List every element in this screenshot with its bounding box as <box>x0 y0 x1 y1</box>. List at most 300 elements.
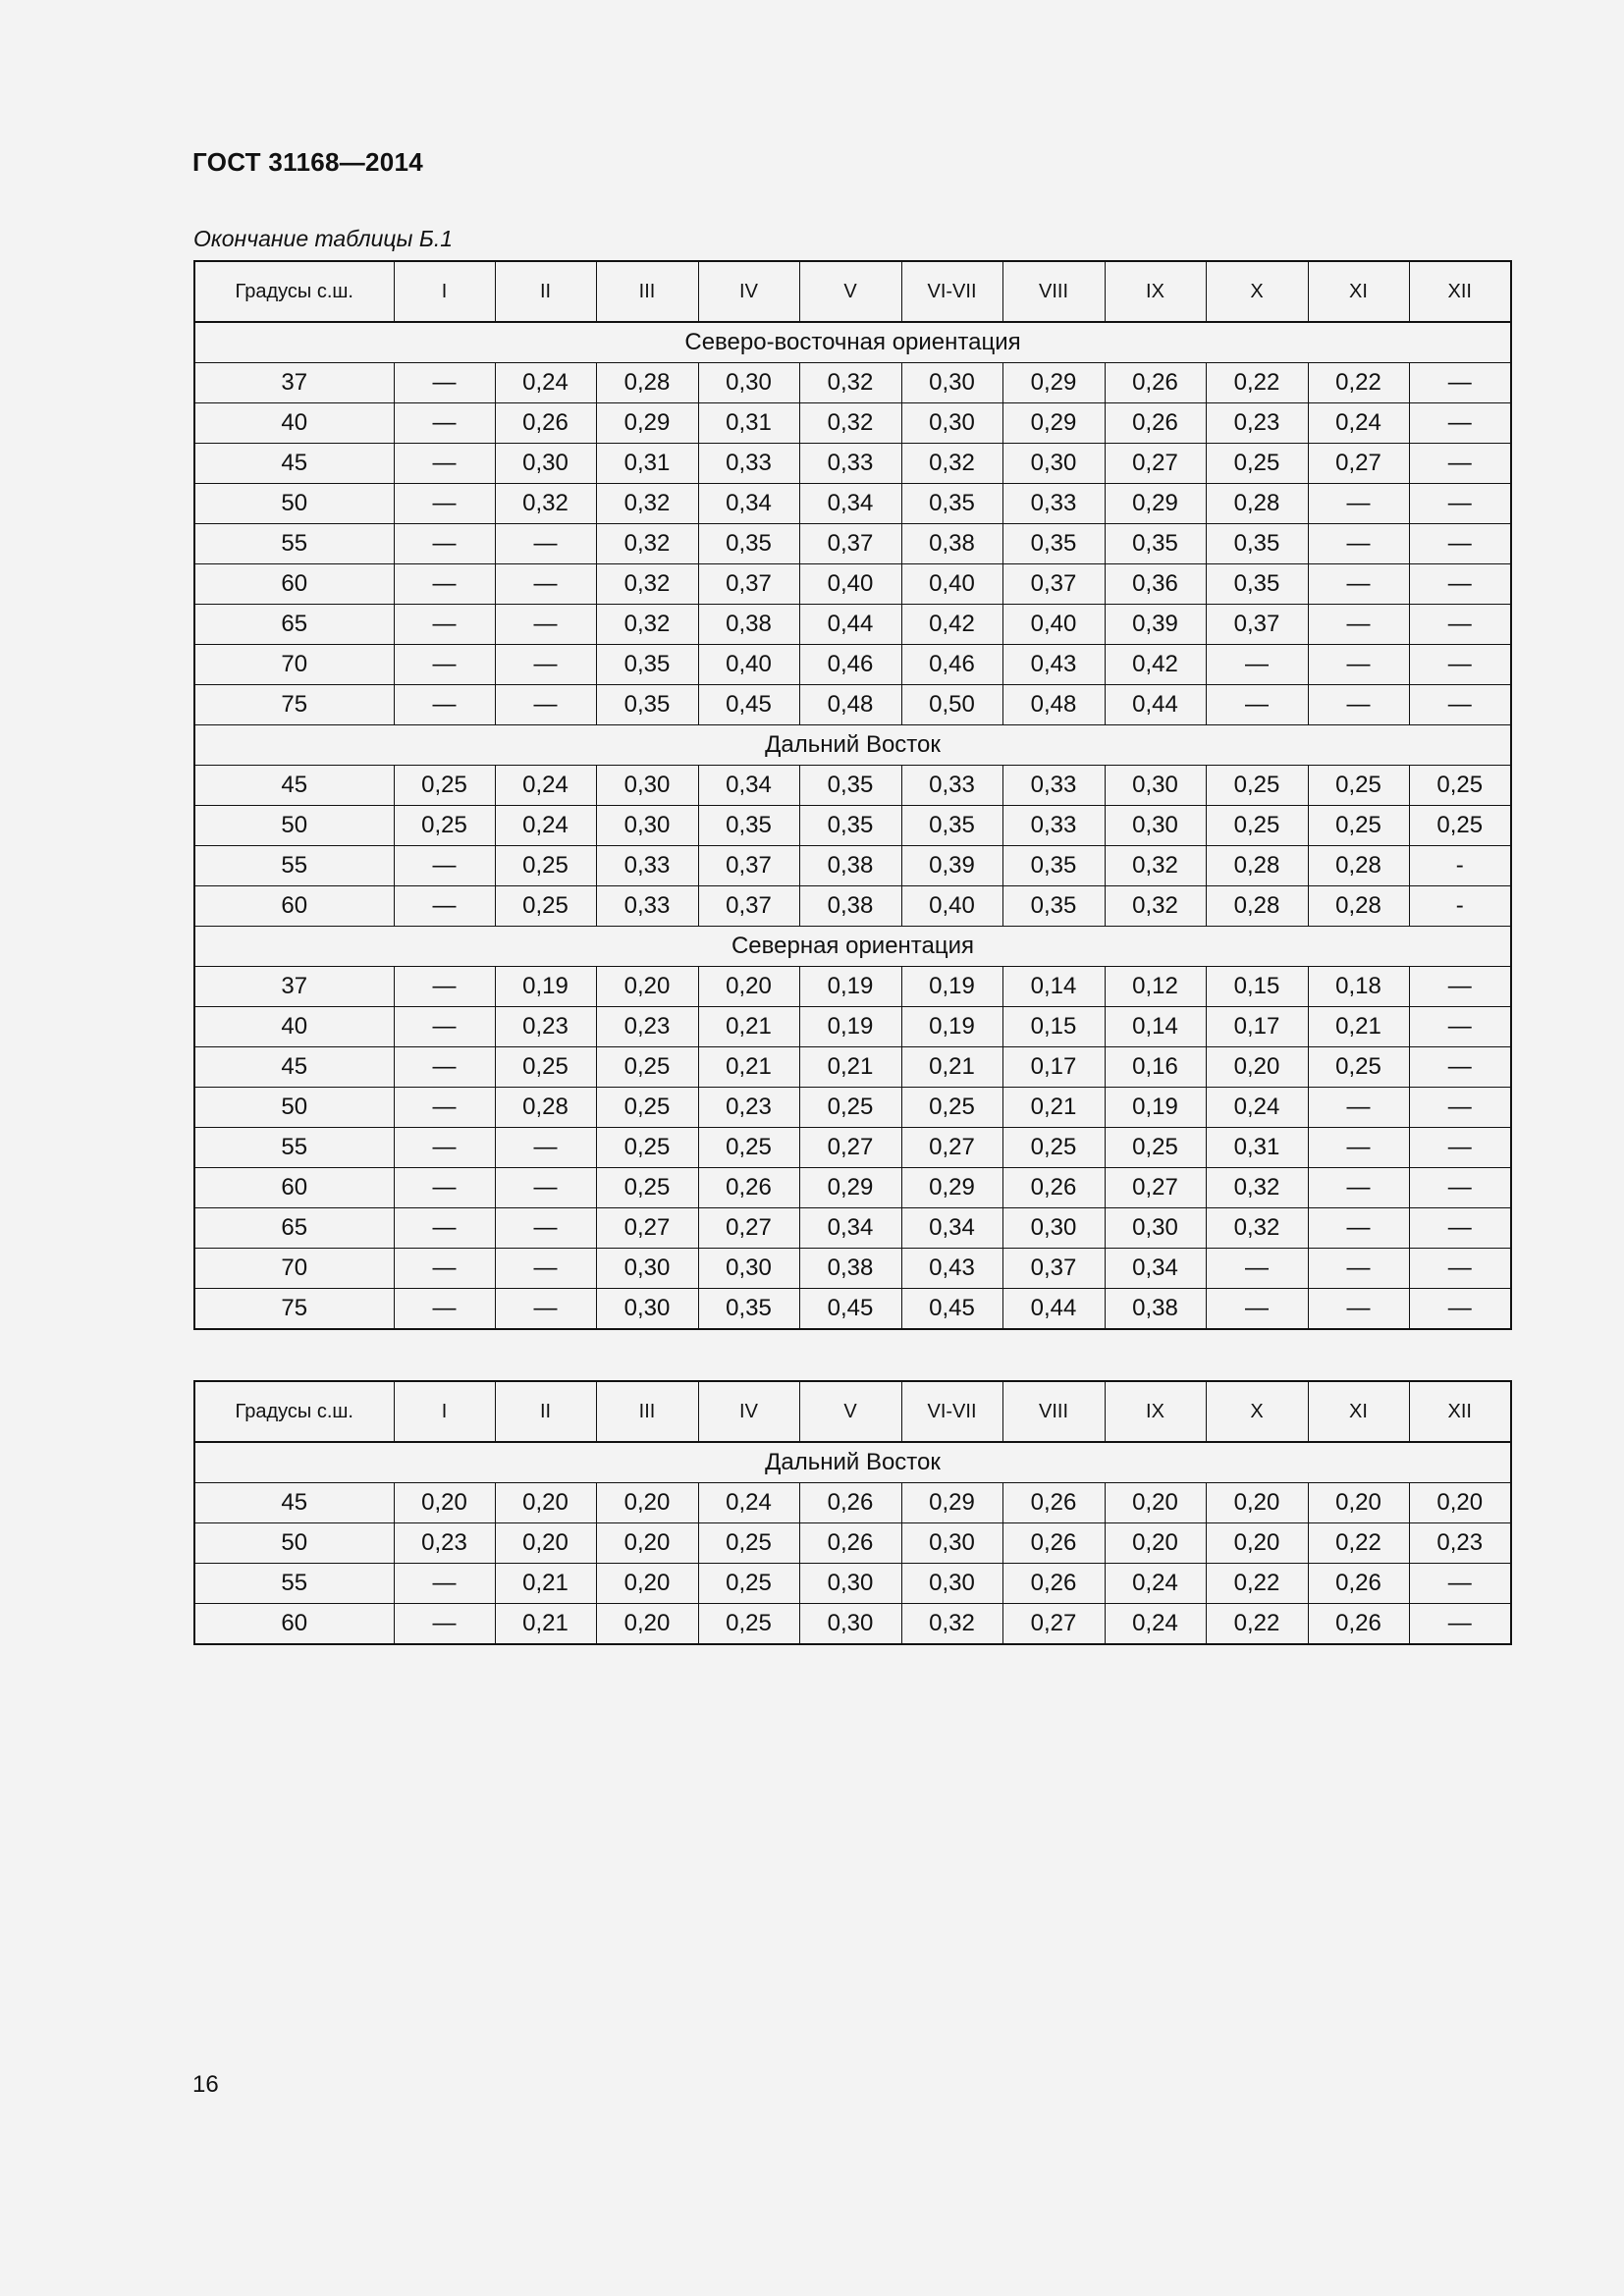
value-cell: 0,44 <box>1105 685 1206 725</box>
value-cell: — <box>1308 1128 1409 1168</box>
table-row <box>194 1088 1511 1128</box>
value-cell: 0,27 <box>1105 1168 1206 1208</box>
value-cell: 0,19 <box>799 1007 901 1047</box>
table-row <box>194 1168 1511 1208</box>
value-cell: 0,36 <box>1105 564 1206 605</box>
value-cell: 0,35 <box>698 524 799 564</box>
value-cell: 0,26 <box>1002 1564 1105 1604</box>
value-cell: — <box>495 1289 596 1330</box>
column-header-month: IV <box>698 1381 799 1442</box>
value-cell: — <box>394 1088 495 1128</box>
value-cell: — <box>1409 1128 1511 1168</box>
value-cell: — <box>1409 1088 1511 1128</box>
value-cell: 0,30 <box>901 1564 1002 1604</box>
value-cell: 0,30 <box>901 363 1002 403</box>
table-row <box>194 363 1511 403</box>
value-cell: 0,29 <box>799 1168 901 1208</box>
latitude-cell: 45 <box>194 766 394 806</box>
value-cell: — <box>495 1249 596 1289</box>
column-header-month: IX <box>1105 1381 1206 1442</box>
value-cell: 0,30 <box>901 403 1002 444</box>
column-header-month: IV <box>698 261 799 322</box>
value-cell: 0,24 <box>495 766 596 806</box>
value-cell: 0,26 <box>698 1168 799 1208</box>
value-cell: 0,32 <box>495 484 596 524</box>
column-header-month: XII <box>1409 261 1511 322</box>
latitude-cell: 70 <box>194 645 394 685</box>
value-cell: 0,33 <box>698 444 799 484</box>
value-cell: — <box>394 564 495 605</box>
latitude-cell: 60 <box>194 886 394 927</box>
section-title: Северо-восточная ориентация <box>194 322 1511 363</box>
value-cell: 0,35 <box>698 1289 799 1330</box>
value-cell: 0,26 <box>1308 1564 1409 1604</box>
value-cell: 0,32 <box>799 403 901 444</box>
table-row <box>194 1604 1511 1645</box>
value-cell: - <box>1409 886 1511 927</box>
value-cell: — <box>1409 685 1511 725</box>
value-cell: — <box>394 1128 495 1168</box>
value-cell: 0,43 <box>1002 645 1105 685</box>
value-cell: 0,35 <box>596 645 698 685</box>
value-cell: — <box>394 1289 495 1330</box>
value-cell: 0,24 <box>698 1483 799 1523</box>
value-cell: 0,19 <box>901 967 1002 1007</box>
latitude-cell: 40 <box>194 1007 394 1047</box>
latitude-cell: 37 <box>194 967 394 1007</box>
value-cell: 0,26 <box>1105 363 1206 403</box>
value-cell: 0,25 <box>1409 806 1511 846</box>
value-cell: 0,20 <box>1308 1483 1409 1523</box>
value-cell: 0,25 <box>596 1128 698 1168</box>
value-cell: — <box>1409 524 1511 564</box>
value-cell: 0,29 <box>901 1483 1002 1523</box>
latitude-cell: 55 <box>194 1128 394 1168</box>
table-row <box>194 1208 1511 1249</box>
value-cell: 0,33 <box>901 766 1002 806</box>
table-row <box>194 403 1511 444</box>
value-cell: 0,26 <box>1002 1168 1105 1208</box>
value-cell: — <box>1308 605 1409 645</box>
value-cell: 0,17 <box>1206 1007 1308 1047</box>
column-header-month: V <box>799 261 901 322</box>
value-cell: 0,23 <box>1206 403 1308 444</box>
value-cell: — <box>495 1168 596 1208</box>
value-cell: 0,14 <box>1002 967 1105 1007</box>
value-cell: 0,25 <box>596 1168 698 1208</box>
section-row <box>194 322 1511 363</box>
table-row <box>194 1128 1511 1168</box>
value-cell: 0,19 <box>495 967 596 1007</box>
value-cell: 0,32 <box>799 363 901 403</box>
value-cell: — <box>1409 1208 1511 1249</box>
value-cell: — <box>394 605 495 645</box>
value-cell: — <box>1308 645 1409 685</box>
latitude-cell: 60 <box>194 564 394 605</box>
value-cell: 0,32 <box>596 564 698 605</box>
value-cell: 0,26 <box>799 1483 901 1523</box>
latitude-cell: 55 <box>194 846 394 886</box>
column-header-month: I <box>394 261 495 322</box>
value-cell: 0,12 <box>1105 967 1206 1007</box>
value-cell: 0,30 <box>596 766 698 806</box>
value-cell: 0,21 <box>799 1047 901 1088</box>
value-cell: — <box>1409 363 1511 403</box>
value-cell: 0,24 <box>1206 1088 1308 1128</box>
value-cell: 0,42 <box>901 605 1002 645</box>
table-row <box>194 645 1511 685</box>
value-cell: 0,48 <box>799 685 901 725</box>
value-cell: 0,24 <box>1308 403 1409 444</box>
table-row <box>194 1289 1511 1330</box>
value-cell: 0,20 <box>495 1523 596 1564</box>
value-cell: — <box>1308 685 1409 725</box>
value-cell: 0,37 <box>1002 1249 1105 1289</box>
section-title: Северная ориентация <box>194 927 1511 967</box>
value-cell: 0,33 <box>799 444 901 484</box>
document-title: ГОСТ 31168—2014 <box>192 147 424 177</box>
value-cell: — <box>495 1208 596 1249</box>
value-cell: — <box>495 564 596 605</box>
value-cell: — <box>495 685 596 725</box>
value-cell: 0,29 <box>1002 403 1105 444</box>
value-cell: 0,23 <box>1409 1523 1511 1564</box>
value-cell: — <box>394 685 495 725</box>
value-cell: 0,17 <box>1002 1047 1105 1088</box>
value-cell: — <box>1409 444 1511 484</box>
value-cell: 0,28 <box>1206 886 1308 927</box>
value-cell: 0,16 <box>1105 1047 1206 1088</box>
value-cell: 0,37 <box>1002 564 1105 605</box>
value-cell: 0,23 <box>394 1523 495 1564</box>
value-cell: 0,25 <box>698 1604 799 1645</box>
table-b1-part-2 <box>193 1380 1512 1645</box>
value-cell: 0,32 <box>596 605 698 645</box>
value-cell: 0,34 <box>901 1208 1002 1249</box>
table-row <box>194 605 1511 645</box>
value-cell: 0,45 <box>799 1289 901 1330</box>
value-cell: — <box>1409 1564 1511 1604</box>
value-cell: 0,20 <box>1206 1483 1308 1523</box>
value-cell: 0,40 <box>799 564 901 605</box>
table-row <box>194 886 1511 927</box>
value-cell: 0,32 <box>596 524 698 564</box>
value-cell: 0,15 <box>1206 967 1308 1007</box>
value-cell: — <box>1409 1249 1511 1289</box>
table-row <box>194 524 1511 564</box>
value-cell: 0,40 <box>698 645 799 685</box>
value-cell: 0,26 <box>799 1523 901 1564</box>
value-cell: 0,23 <box>596 1007 698 1047</box>
value-cell: 0,33 <box>1002 806 1105 846</box>
value-cell: 0,20 <box>1206 1523 1308 1564</box>
value-cell: 0,20 <box>596 1604 698 1645</box>
latitude-cell: 45 <box>194 444 394 484</box>
value-cell: — <box>394 1047 495 1088</box>
value-cell: 0,21 <box>495 1604 596 1645</box>
value-cell: — <box>394 1564 495 1604</box>
value-cell: — <box>495 605 596 645</box>
value-cell: 0,19 <box>901 1007 1002 1047</box>
latitude-cell: 60 <box>194 1604 394 1645</box>
value-cell: 0,25 <box>596 1047 698 1088</box>
value-cell: — <box>394 1208 495 1249</box>
value-cell: 0,28 <box>1308 886 1409 927</box>
table-row <box>194 564 1511 605</box>
value-cell: 0,35 <box>799 806 901 846</box>
value-cell: 0,29 <box>596 403 698 444</box>
value-cell: 0,26 <box>1308 1604 1409 1645</box>
value-cell: 0,38 <box>799 846 901 886</box>
value-cell: 0,35 <box>1002 886 1105 927</box>
value-cell: 0,22 <box>1206 363 1308 403</box>
value-cell: 0,20 <box>1206 1047 1308 1088</box>
value-cell: — <box>1409 564 1511 605</box>
value-cell: 0,46 <box>901 645 1002 685</box>
value-cell: 0,25 <box>1308 806 1409 846</box>
value-cell: 0,25 <box>901 1088 1002 1128</box>
value-cell: 0,35 <box>1206 524 1308 564</box>
value-cell: — <box>394 645 495 685</box>
header-row <box>194 1381 1511 1442</box>
value-cell: 0,25 <box>799 1088 901 1128</box>
value-cell: 0,35 <box>596 685 698 725</box>
value-cell: 0,37 <box>698 564 799 605</box>
value-cell: 0,30 <box>596 1249 698 1289</box>
table-b1-part-1 <box>193 260 1512 1330</box>
column-header-month: X <box>1206 261 1308 322</box>
value-cell: 0,30 <box>1105 1208 1206 1249</box>
value-cell: — <box>1308 1088 1409 1128</box>
value-cell: 0,27 <box>596 1208 698 1249</box>
value-cell: 0,27 <box>1308 444 1409 484</box>
value-cell: 0,25 <box>1105 1128 1206 1168</box>
value-cell: 0,25 <box>1308 1047 1409 1088</box>
value-cell: — <box>394 444 495 484</box>
value-cell: — <box>1206 645 1308 685</box>
value-cell: — <box>394 886 495 927</box>
column-header-month: X <box>1206 1381 1308 1442</box>
value-cell: 0,21 <box>1308 1007 1409 1047</box>
value-cell: — <box>394 1007 495 1047</box>
section-title: Дальний Восток <box>194 1442 1511 1483</box>
value-cell: 0,33 <box>596 886 698 927</box>
latitude-cell: 75 <box>194 1289 394 1330</box>
latitude-cell: 45 <box>194 1483 394 1523</box>
table-row <box>194 1483 1511 1523</box>
value-cell: 0,30 <box>698 1249 799 1289</box>
value-cell: — <box>1409 484 1511 524</box>
value-cell: 0,29 <box>1105 484 1206 524</box>
value-cell: 0,27 <box>901 1128 1002 1168</box>
table-row <box>194 967 1511 1007</box>
value-cell: 0,44 <box>1002 1289 1105 1330</box>
section-row <box>194 1442 1511 1483</box>
table-row <box>194 1523 1511 1564</box>
value-cell: — <box>394 403 495 444</box>
latitude-cell: 65 <box>194 605 394 645</box>
value-cell: 0,25 <box>1206 766 1308 806</box>
value-cell: — <box>1409 1289 1511 1330</box>
column-header-month: III <box>596 261 698 322</box>
value-cell: 0,25 <box>698 1128 799 1168</box>
value-cell: 0,40 <box>1002 605 1105 645</box>
value-cell: 0,21 <box>901 1047 1002 1088</box>
value-cell: 0,33 <box>596 846 698 886</box>
value-cell: 0,25 <box>495 846 596 886</box>
value-cell: 0,26 <box>1105 403 1206 444</box>
value-cell: 0,24 <box>495 363 596 403</box>
value-cell: — <box>394 524 495 564</box>
value-cell: 0,42 <box>1105 645 1206 685</box>
latitude-cell: 40 <box>194 403 394 444</box>
value-cell: — <box>1308 1168 1409 1208</box>
value-cell: 0,20 <box>1409 1483 1511 1523</box>
column-header-month: II <box>495 1381 596 1442</box>
value-cell: 0,30 <box>799 1604 901 1645</box>
value-cell: 0,30 <box>1105 806 1206 846</box>
value-cell: 0,38 <box>698 605 799 645</box>
value-cell: 0,28 <box>1206 484 1308 524</box>
value-cell: 0,25 <box>394 806 495 846</box>
value-cell: 0,32 <box>1105 886 1206 927</box>
value-cell: 0,37 <box>698 846 799 886</box>
value-cell: 0,34 <box>1105 1249 1206 1289</box>
value-cell: 0,24 <box>495 806 596 846</box>
value-cell: 0,35 <box>698 806 799 846</box>
value-cell: — <box>394 846 495 886</box>
value-cell: 0,30 <box>596 1289 698 1330</box>
value-cell: 0,27 <box>1105 444 1206 484</box>
value-cell: 0,44 <box>799 605 901 645</box>
table-row <box>194 806 1511 846</box>
value-cell: 0,32 <box>1206 1208 1308 1249</box>
value-cell: — <box>1409 967 1511 1007</box>
value-cell: 0,25 <box>596 1088 698 1128</box>
value-cell: — <box>1308 484 1409 524</box>
value-cell: 0,19 <box>799 967 901 1007</box>
value-cell: 0,30 <box>799 1564 901 1604</box>
value-cell: — <box>1409 1604 1511 1645</box>
value-cell: 0,39 <box>1105 605 1206 645</box>
value-cell: 0,35 <box>1206 564 1308 605</box>
value-cell: 0,26 <box>1002 1483 1105 1523</box>
table-row <box>194 1047 1511 1088</box>
value-cell: — <box>495 524 596 564</box>
value-cell: 0,20 <box>596 1564 698 1604</box>
column-header-month: VI-VII <box>901 261 1002 322</box>
header-row <box>194 261 1511 322</box>
value-cell: — <box>1409 645 1511 685</box>
value-cell: 0,20 <box>394 1483 495 1523</box>
section-title: Дальний Восток <box>194 725 1511 766</box>
latitude-cell: 45 <box>194 1047 394 1088</box>
page-number: 16 <box>192 2071 219 2098</box>
value-cell: 0,33 <box>1002 766 1105 806</box>
value-cell: 0,30 <box>698 363 799 403</box>
value-cell: — <box>1308 1249 1409 1289</box>
value-cell: 0,20 <box>495 1483 596 1523</box>
table-caption: Окончание таблицы Б.1 <box>193 226 454 251</box>
value-cell: 0,20 <box>596 1523 698 1564</box>
value-cell: 0,25 <box>1002 1128 1105 1168</box>
value-cell: 0,35 <box>1002 524 1105 564</box>
value-cell: 0,32 <box>901 1604 1002 1645</box>
value-cell: 0,28 <box>1308 846 1409 886</box>
table-row <box>194 444 1511 484</box>
value-cell: 0,34 <box>698 766 799 806</box>
value-cell: 0,19 <box>1105 1088 1206 1128</box>
column-header-month: IX <box>1105 261 1206 322</box>
value-cell: 0,50 <box>901 685 1002 725</box>
table-row <box>194 846 1511 886</box>
value-cell: 0,35 <box>901 484 1002 524</box>
section-row <box>194 725 1511 766</box>
latitude-cell: 60 <box>194 1168 394 1208</box>
value-cell: 0,34 <box>799 484 901 524</box>
column-header-month: V <box>799 1381 901 1442</box>
value-cell: 0,23 <box>495 1007 596 1047</box>
value-cell: — <box>1409 403 1511 444</box>
latitude-cell: 55 <box>194 524 394 564</box>
value-cell: 0,21 <box>698 1047 799 1088</box>
latitude-cell: 50 <box>194 484 394 524</box>
latitude-cell: 37 <box>194 363 394 403</box>
value-cell: 0,32 <box>901 444 1002 484</box>
value-cell: 0,33 <box>1002 484 1105 524</box>
table-row <box>194 1007 1511 1047</box>
value-cell: 0,38 <box>799 886 901 927</box>
value-cell: 0,20 <box>1105 1523 1206 1564</box>
latitude-cell: 65 <box>194 1208 394 1249</box>
value-cell: 0,25 <box>495 886 596 927</box>
value-cell: — <box>1409 1168 1511 1208</box>
value-cell: 0,20 <box>698 967 799 1007</box>
value-cell: 0,40 <box>901 886 1002 927</box>
value-cell: 0,38 <box>1105 1289 1206 1330</box>
column-header-month: VIII <box>1002 261 1105 322</box>
value-cell: 0,15 <box>1002 1007 1105 1047</box>
value-cell: 0,37 <box>799 524 901 564</box>
column-header-month: III <box>596 1381 698 1442</box>
column-header-latitude: Градусы с.ш. <box>194 1381 394 1442</box>
value-cell: 0,30 <box>495 444 596 484</box>
latitude-cell: 55 <box>194 1564 394 1604</box>
value-cell: 0,32 <box>596 484 698 524</box>
value-cell: - <box>1409 846 1511 886</box>
value-cell: — <box>1308 564 1409 605</box>
value-cell: 0,25 <box>1308 766 1409 806</box>
value-cell: 0,46 <box>799 645 901 685</box>
column-header-month: XI <box>1308 261 1409 322</box>
value-cell: 0,22 <box>1206 1564 1308 1604</box>
value-cell: 0,22 <box>1308 363 1409 403</box>
latitude-cell: 70 <box>194 1249 394 1289</box>
value-cell: 0,18 <box>1308 967 1409 1007</box>
table-row <box>194 484 1511 524</box>
value-cell: 0,28 <box>596 363 698 403</box>
value-cell: 0,25 <box>394 766 495 806</box>
column-header-month: II <box>495 261 596 322</box>
value-cell: — <box>1409 605 1511 645</box>
latitude-cell: 75 <box>194 685 394 725</box>
value-cell: 0,30 <box>596 806 698 846</box>
value-cell: 0,14 <box>1105 1007 1206 1047</box>
value-cell: 0,29 <box>1002 363 1105 403</box>
value-cell: 0,26 <box>495 403 596 444</box>
column-header-month: VI-VII <box>901 1381 1002 1442</box>
value-cell: 0,38 <box>901 524 1002 564</box>
